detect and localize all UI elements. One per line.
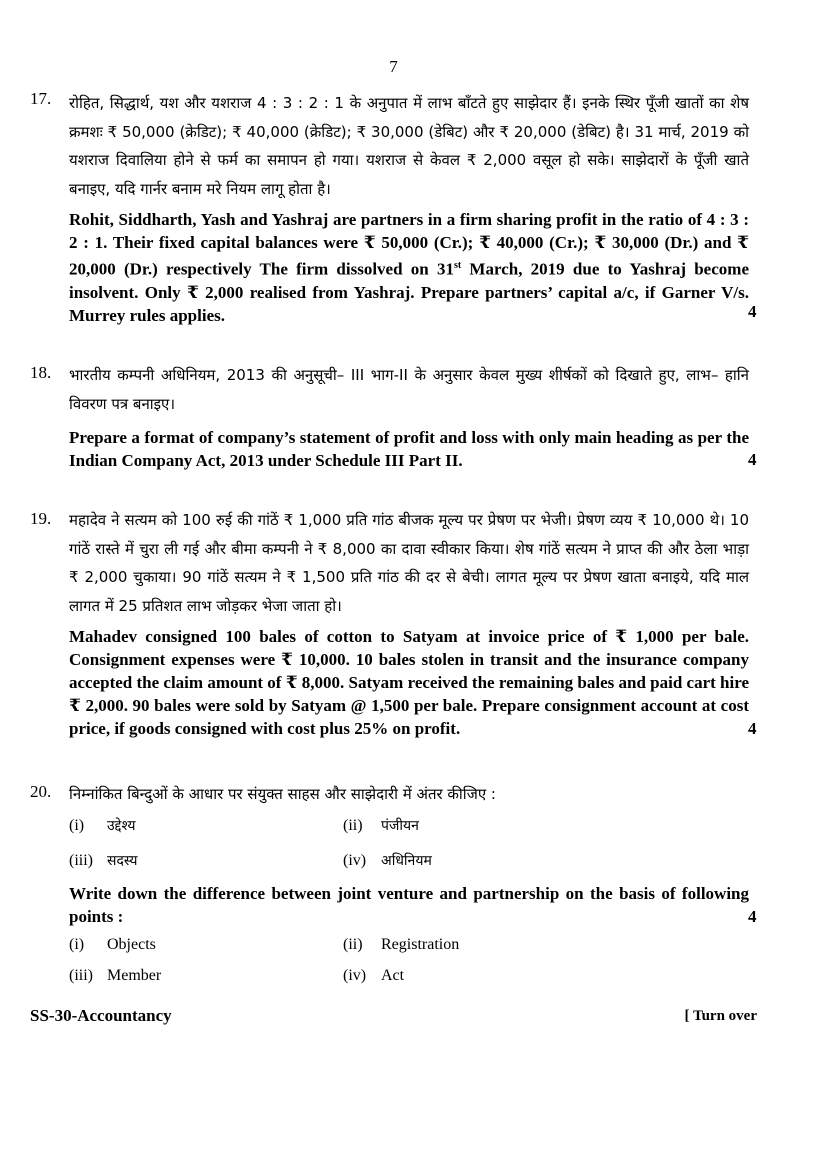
ordinal-superscript: st bbox=[453, 260, 462, 271]
option-iii: (iii) सदस्य bbox=[69, 852, 138, 869]
question-marks: 4 bbox=[748, 450, 757, 469]
question-number: 19. bbox=[30, 509, 52, 528]
question-hindi-text: निम्नांकित बिन्दुओं के आधार पर संयुक्त साहस और साझेदारी में अंतर कीजिए : bbox=[69, 785, 496, 803]
question-english-text: Mahadev consigned 100 bales of cotton to Satyam at invoice price of ₹ 1,000 per bale. Consignment expenses were ₹ 10,000. 10 bales stolen in transit and the insurance company accepted the claim amount of ₹ 8,000. Satyam received the remaining bales and paid cart hire ₹ 2,000. 90 bales were sold by Satyam @ 1,500 per bale. Prepare consignment account at cost price, if goods consigned with cost plus 25% on profit. bbox=[69, 627, 749, 738]
question-english-text bbox=[69, 208, 749, 327]
option-iv: (iv) Act bbox=[343, 967, 405, 984]
paper-code: SS-30-Accountancy bbox=[30, 1006, 172, 1025]
option-i: (i) Objects bbox=[69, 936, 156, 953]
question-number: 20. bbox=[30, 782, 52, 801]
option-i: (i) उद्देश्य bbox=[69, 817, 136, 834]
option-iii: (iii) Member bbox=[69, 967, 162, 984]
english-text-part-b: March, 2019 due to Yashraj become insolvent. Only ₹ 2,000 realised from Yashraj. Prepare partners’ capital a/c, if Garner V/s. Murrey rules applies. bbox=[69, 259, 749, 325]
question-number: 18. bbox=[30, 363, 52, 382]
question-hindi-text: भारतीय कम्पनी अधिनियम, 2013 की अनुसूची– III भाग-II के अनुसार केवल मुख्य शीर्षकों को दिखाते हुए, लाभ– हानि विवरण पत्र बनाइए। bbox=[69, 366, 749, 413]
option-ii: (ii) पंजीयन bbox=[343, 817, 419, 834]
english-text-part-a: Rohit, Siddharth, Yash and Yashraj are partners in a firm sharing profit in the ratio of 4 : 3 : 2 : 1. Their fixed capital balances were ₹ 50,000 (Cr.); ₹ 40,000 (Cr.); ₹ 30,000 (Dr.) and ₹ 20,000 (Dr.) respectively The firm dissolved on 31 bbox=[69, 210, 749, 279]
question-hindi-text: रोहित, सिद्धार्थ, यश और यशराज 4 : 3 : 2 : 1 के अनुपात में लाभ बाँटते हुए साझेदार हैं। इनके स्थिर पूँजी खातों का शेष क्रमशः ₹ 50,000 (क्रेडिट); ₹ 40,000 (क्रेडिट); ₹ 30,000 (डेबिट) और ₹ 20,000 (डेबिट) है। 31 मार्च, 2019 को यशराज दिवालिया होने से फर्म का समापन हो गया। यशराज से केवल ₹ 2,000 वसूल हो सके। साझेदारों के पूँजी खाते बनाइए, यदि गार्नर बनाम मरे नियम लागू होता है। bbox=[69, 94, 749, 198]
question-hindi-text: महादेव ने सत्यम को 100 रुई की गांठें ₹ 1,000 प्रति गांठ बीजक मूल्य पर प्रेषण पर भेजी। प्रेषण व्यय ₹ 10,000 थे। 10 गांठें रास्ते में चुरा ली गई और बीमा कम्पनी ने ₹ 8,000 का दावा स्वीकार किया। शेष गांठें सत्यम ने प्राप्त की और ठेला भाड़ा ₹ 2,000 चुकाया। 90 गांठें सत्यम ने ₹ 1,500 प्रति गांठ की दर से बेची। लागत मूल्य पर प्रेषण खाता बनाइये, यदि माल लागत में 25 प्रतिशत लाभ जोड़कर भेजा जाता हो। bbox=[69, 511, 749, 615]
turn-over-label: [ Turn over bbox=[684, 1008, 757, 1024]
option-ii: (ii) Registration bbox=[343, 936, 460, 953]
question-marks: 4 bbox=[748, 302, 757, 321]
question-marks: 4 bbox=[748, 719, 757, 738]
question-english-text: Prepare a format of company’s statement of profit and loss with only main heading as per the Indian Company Act, 2013 under Schedule III Part II. bbox=[69, 428, 749, 470]
option-iv: (iv) अधिनियम bbox=[343, 852, 432, 869]
question-number: 17. bbox=[30, 89, 52, 108]
page-number: 7 bbox=[389, 57, 398, 76]
question-marks: 4 bbox=[748, 907, 757, 926]
question-english-text: Write down the difference between joint venture and partnership on the basis of following points : bbox=[69, 884, 749, 926]
